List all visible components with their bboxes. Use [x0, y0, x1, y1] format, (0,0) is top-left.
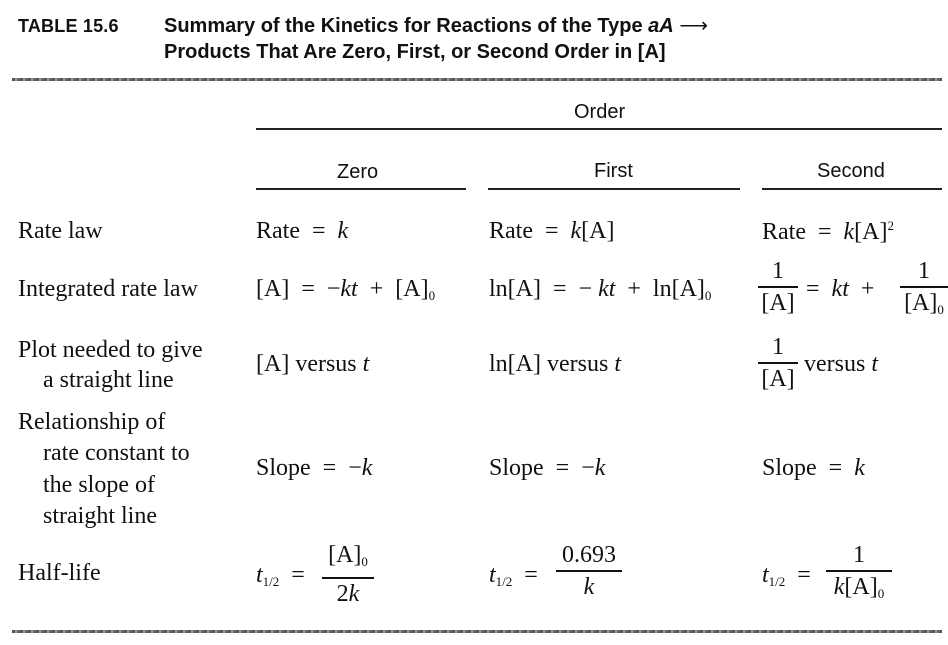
fraction: 1 [A] — [758, 334, 798, 392]
fraction: 1 [A] — [758, 258, 798, 316]
col-second: Second — [817, 160, 885, 182]
cell-plot-first: ln[A] versus t — [489, 351, 621, 377]
int-second-mid: = kt + — [806, 276, 875, 302]
row-label-plot-1: Plot needed to give — [18, 337, 203, 363]
fraction: 1 $k[A]_0$ — [826, 542, 892, 607]
row-label-half-life: Half-life — [18, 560, 101, 586]
row-label-rel-4: straight line — [43, 503, 157, 529]
fraction: 0.693 k — [556, 542, 622, 600]
second-rule — [762, 188, 942, 190]
table-number: TABLE 15.6 — [18, 16, 119, 36]
table-title-line1 — [164, 13, 708, 38]
table-title-text: Summary of the Kinetics for Reactions of the Type — [164, 15, 643, 37]
cell-plot-zero: [A] versus t — [256, 351, 370, 377]
fraction: $[A]_0$ 2k — [322, 542, 374, 607]
bottom-rule — [12, 630, 942, 633]
arrow-icon: ⟶ — [679, 15, 708, 37]
cell-rate-second: Rate = $k[A]^2$ — [762, 218, 894, 245]
zero-rule — [256, 188, 466, 190]
cell-slope-first: Slope = −k — [489, 455, 606, 481]
first-rule — [488, 188, 740, 190]
fraction: 1 $[A]_0$ — [900, 258, 948, 323]
table-title-species: aA — [648, 15, 674, 37]
table-title-line2: Products That Are Zero, First, or Second Order in [A] — [164, 41, 666, 63]
cell-slope-zero: Slope = −k — [256, 455, 373, 481]
row-label-plot-2: a straight line — [43, 367, 174, 393]
order-header: Order — [574, 101, 626, 123]
cell-int-zero: $[A] = -kt + [A]_0$ — [256, 276, 436, 303]
order-rule — [256, 128, 942, 130]
cell-rate-first: Rate = k[A] — [489, 218, 615, 244]
row-label-integrated: Integrated rate law — [18, 276, 198, 302]
row-label-rel-1: Relationship of — [18, 409, 166, 435]
row-label-rel-2: rate constant to — [43, 440, 190, 466]
top-rule — [12, 78, 942, 81]
cell-slope-second: Slope = k — [762, 455, 865, 481]
half-zero-lhs: $t_{1/2}$ = — [256, 562, 305, 589]
plot-second-text: versus t — [804, 351, 878, 377]
half-second-lhs: $t_{1/2}$ = — [762, 562, 811, 589]
row-label-rate-law: Rate law — [18, 218, 103, 244]
cell-int-first: ln[A] = − kt + $\ln[A]_0$ — [489, 276, 712, 303]
col-first: First — [594, 160, 633, 182]
col-zero: Zero — [337, 161, 379, 183]
half-first-lhs: $t_{1/2}$ = — [489, 562, 538, 589]
row-label-rel-3: the slope of — [43, 472, 155, 498]
cell-rate-zero: Rate = k — [256, 218, 349, 244]
